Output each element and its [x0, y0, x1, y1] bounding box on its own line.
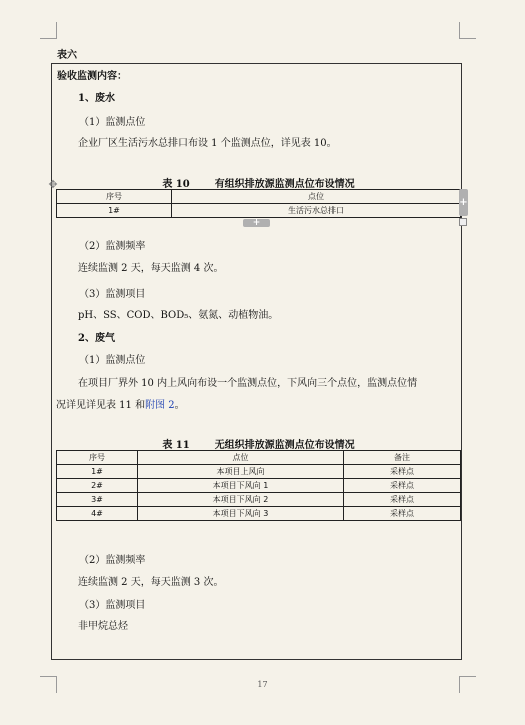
table11-caption	[56, 436, 461, 451]
section2-paragraph1-line2	[56, 396, 185, 411]
table-cell[interactable]: 2#	[57, 479, 138, 493]
section1-sub3: （3）监测项目	[79, 289, 146, 300]
section2-heading: 2、废气	[78, 333, 115, 344]
section2-sub3: （3）监测项目	[79, 600, 146, 611]
table-cell[interactable]: 采样点	[344, 493, 461, 507]
table-cell[interactable]: 1#	[57, 465, 138, 479]
table-cell[interactable]: 本项目下风向 1	[138, 479, 344, 493]
table-row	[57, 507, 461, 521]
paragraph-text: 。	[174, 400, 185, 411]
table-cell[interactable]: 本项目下风向 2	[138, 493, 344, 507]
section2-paragraph1-line1: 在项目厂界外 10 内上风向布设一个监测点位，下风向三个点位，监测点位情	[78, 378, 418, 389]
table-resize-handle[interactable]	[459, 218, 467, 226]
table-header-cell[interactable]: 序号	[57, 451, 138, 465]
table-header-cell[interactable]: 备注	[344, 451, 461, 465]
table-cell[interactable]: 本项目下风向 3	[138, 507, 344, 521]
table11[interactable]	[56, 450, 461, 521]
crop-mark-top-right	[459, 22, 476, 39]
table-row	[57, 493, 461, 507]
table-header-cell[interactable]: 点位	[138, 451, 344, 465]
table-header-cell[interactable]: 点位	[172, 190, 461, 204]
table11-number: 表 11	[162, 440, 190, 451]
table10-caption	[56, 175, 461, 190]
table-row	[57, 451, 461, 465]
table10[interactable]	[56, 189, 461, 218]
table11-title: 无组织排放源监测点位布设情况	[214, 440, 355, 451]
table-cell[interactable]: 采样点	[344, 465, 461, 479]
table10-number: 表 10	[162, 179, 190, 190]
table-cell[interactable]: 1#	[57, 204, 172, 218]
section1-paragraph3: pH、SS、COD、BOD₅、氨氮、动植物油。	[78, 310, 279, 321]
section1-paragraph2: 连续监测 2 天，每天监测 4 次。	[78, 263, 224, 274]
table-header-cell[interactable]: 序号	[57, 190, 172, 204]
section2-sub1: （1）监测点位	[79, 355, 146, 366]
crop-mark-top-left	[40, 22, 57, 39]
table-row	[57, 465, 461, 479]
table-cell[interactable]: 3#	[57, 493, 138, 507]
section1-paragraph1: 企业厂区生活污水总排口布设 1 个监测点位，详见表 10。	[78, 138, 337, 149]
table-cell[interactable]: 采样点	[344, 479, 461, 493]
table-row	[57, 479, 461, 493]
page-number: 17	[257, 680, 268, 689]
add-row-button[interactable]: +	[243, 219, 270, 227]
section1-sub2: （2）监测频率	[79, 241, 146, 252]
table-cell[interactable]: 本项目上风向	[138, 465, 344, 479]
table-cell[interactable]: 采样点	[344, 507, 461, 521]
table10-title: 有组织排放源监测点位布设情况	[214, 179, 355, 190]
table-label: 表六	[57, 50, 77, 61]
table-cell[interactable]: 4#	[57, 507, 138, 521]
section1-heading: 1、废水	[78, 93, 115, 104]
move-icon[interactable]: ✥	[48, 178, 58, 191]
figure-link[interactable]: 附图 2	[145, 400, 175, 411]
section1-sub1: （1）监测点位	[79, 117, 146, 128]
section2-paragraph2: 连续监测 2 天，每天监测 3 次。	[78, 577, 224, 588]
content-title: 验收监测内容：	[57, 71, 127, 82]
section2-sub2: （2）监测频率	[79, 555, 146, 566]
table-cell[interactable]: 生活污水总排口	[172, 204, 461, 218]
section2-paragraph3: 非甲烷总烃	[78, 621, 128, 632]
add-column-button[interactable]: +	[459, 189, 468, 216]
paragraph-text: 况详见详见表 11 和	[56, 400, 146, 411]
table-row	[57, 204, 461, 218]
table-row	[57, 190, 461, 204]
